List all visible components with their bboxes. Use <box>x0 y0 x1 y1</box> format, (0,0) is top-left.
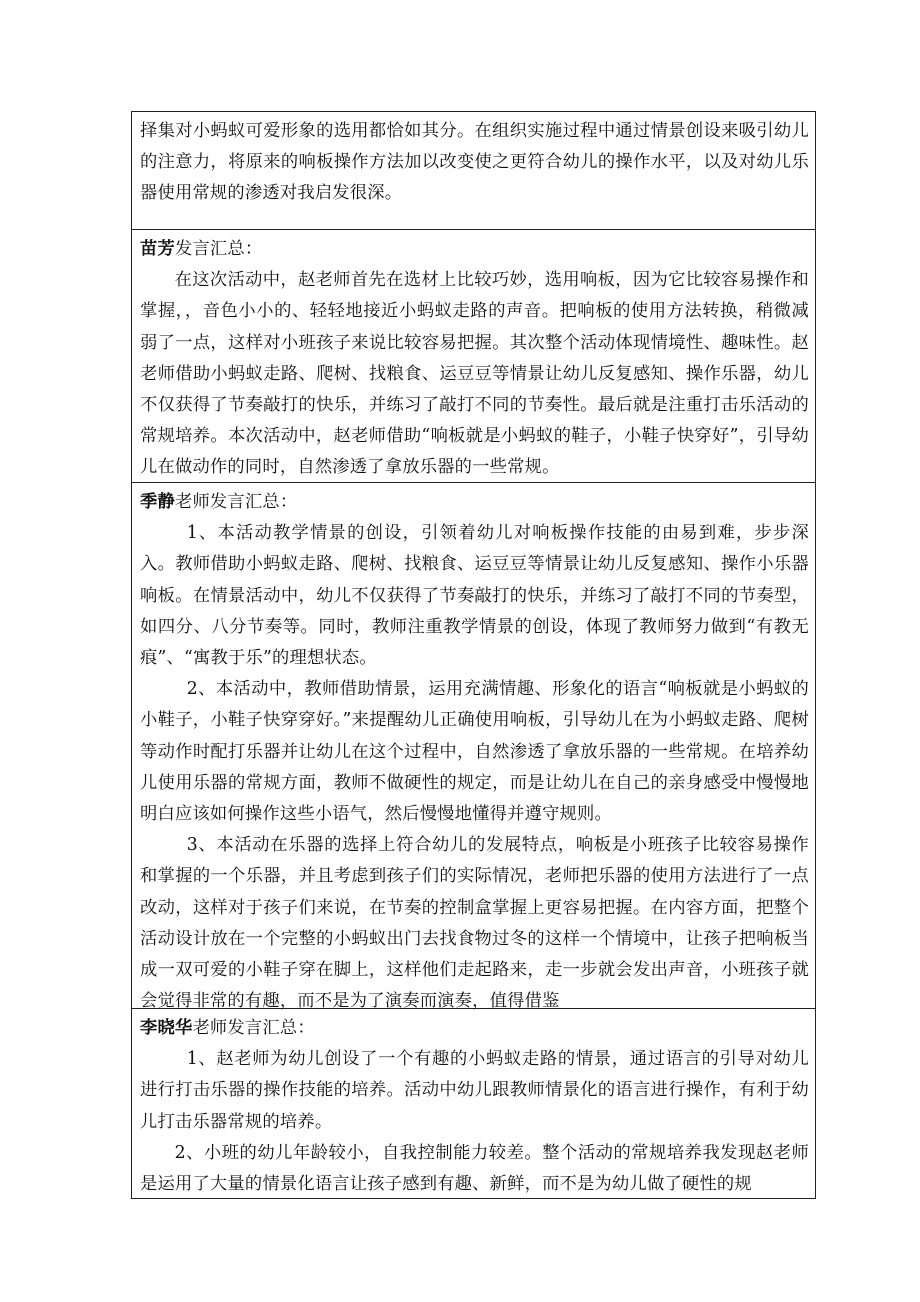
speech-paragraph-3: 3、本活动在乐器的选择上符合幼儿的发展特点，响板是小班孩子比较容易操作和掌握的一个乐器，并且考虑到孩子们的实际情况，老师把乐器的使用方法进行了一点改动，这样对于孩子们来说，在节奏的控制盒掌握上更容易把握。在内容方面，把整个活动设计放在一个完整的小蚂蚁出门去找食物过冬的这样一个情境中，让孩子把响板当成一双可爱的小鞋子穿在脚上，这样他们走起路来，走一步就会发出声音，小班孩子就会觉得非常的有趣，而不是为了演奏而演奏，值得借鉴 <box>140 835 809 1012</box>
speaker-title: 老师发言汇总： <box>174 492 298 512</box>
summary-paragraph: 择集对小蚂蚁可爱形象的选用都恰如其分。在组织实施过程中通过情景创设来吸引幼儿的注意力，将原来的响板操作方法加以改变使之更符合幼儿的操作水平，以及对幼儿乐器使用常规的渗透对我启发很深。 <box>140 121 809 204</box>
speaker-title: 发言汇总： <box>174 239 263 259</box>
speech-paragraph-2: 2、本活动中，教师借助情景，运用充满情趣、形象化的语言“响板就是小蚂蚁的小鞋子，小鞋子快穿穿好。”来提醒幼儿正确使用响板，引导幼儿在为小蚂蚁走路、爬树等动作时配打乐器并让幼儿在这个过程中，自然渗透了拿放乐器的一些常规。在培养幼儿使用乐器的常规方面，教师不做硬性的规定，而是让幼儿在自己的亲身感受中慢慢地明白应该如何操作这些小语气，然后慢慢地懂得并遵守规则。 <box>140 679 809 825</box>
speaker-name: 季静 <box>140 492 175 512</box>
comment-table <box>131 111 816 1199</box>
speaker-title: 老师发言汇总： <box>192 1018 315 1038</box>
speaker-heading <box>140 1013 809 1044</box>
speaker-cell-lixiaohua <box>132 1009 815 1198</box>
speaker-cell-jijing <box>132 483 815 1012</box>
speech-paragraph: 在这次活动中，赵老师首先在选材上比较巧妙，选用响板，因为它比较容易操作和掌握，，音色小小的、轻轻地接近小蚂蚁走路的声音。把响板的使用方法转换，稍微减弱了一点，这样对小班孩子来说比较容易把握。其次整个活动体现情境性、趣味性。赵老师借助小蚂蚁走路、爬树、找粮食、运豆豆等情景让幼儿反复感知、操作乐器，幼儿不仅获得了节奏敲打的快乐，并练习了敲打不同的节奏性。最后就是注重打击乐活动的常规培养。本次活动中，赵老师借助“响板就是小蚂蚁的鞋子，小鞋子快穿好”，引导幼儿在做动作的同时，自然渗透了拿放乐器的一些常规。 <box>140 270 809 478</box>
speaker-heading <box>140 487 809 518</box>
summary-cell-continued <box>132 112 815 230</box>
speaker-name: 苗芳 <box>140 239 175 259</box>
speaker-name: 李晓华 <box>140 1018 193 1038</box>
speaker-heading <box>140 234 809 265</box>
speech-paragraph-2: 2、小班的幼儿年龄较小，自我控制能力较差。整个活动的常规培养我发现赵老师是运用了大量的情景化语言让孩子感到有趣、新鲜，而不是为幼儿做了硬性的规 <box>140 1142 809 1195</box>
speech-paragraph-1: 1、本活动教学情景的创设，引领着幼儿对响板操作技能的由易到难，步步深入。教师借助小蚂蚁走路、爬树、找粮食、运豆豆等情景让幼儿反复感知、操作小乐器响板。在情景活动中，幼儿不仅获得了节奏敲打的快乐，并练习了敲打不同的节奏型，如四分、八分节奏等。同时，教师注重教学情景的创设，体现了教师努力做到“有教无痕”、“寓教于乐”的理想状态。 <box>140 523 809 669</box>
speech-paragraph-1: 1、赵老师为幼儿创设了一个有趣的小蚂蚁走路的情景，通过语言的引导对幼儿进行打击乐器的操作技能的培养。活动中幼儿跟教师情景化的语言进行操作，有利于幼儿打击乐器常规的培养。 <box>140 1049 809 1132</box>
speaker-cell-miaofang <box>132 230 815 483</box>
